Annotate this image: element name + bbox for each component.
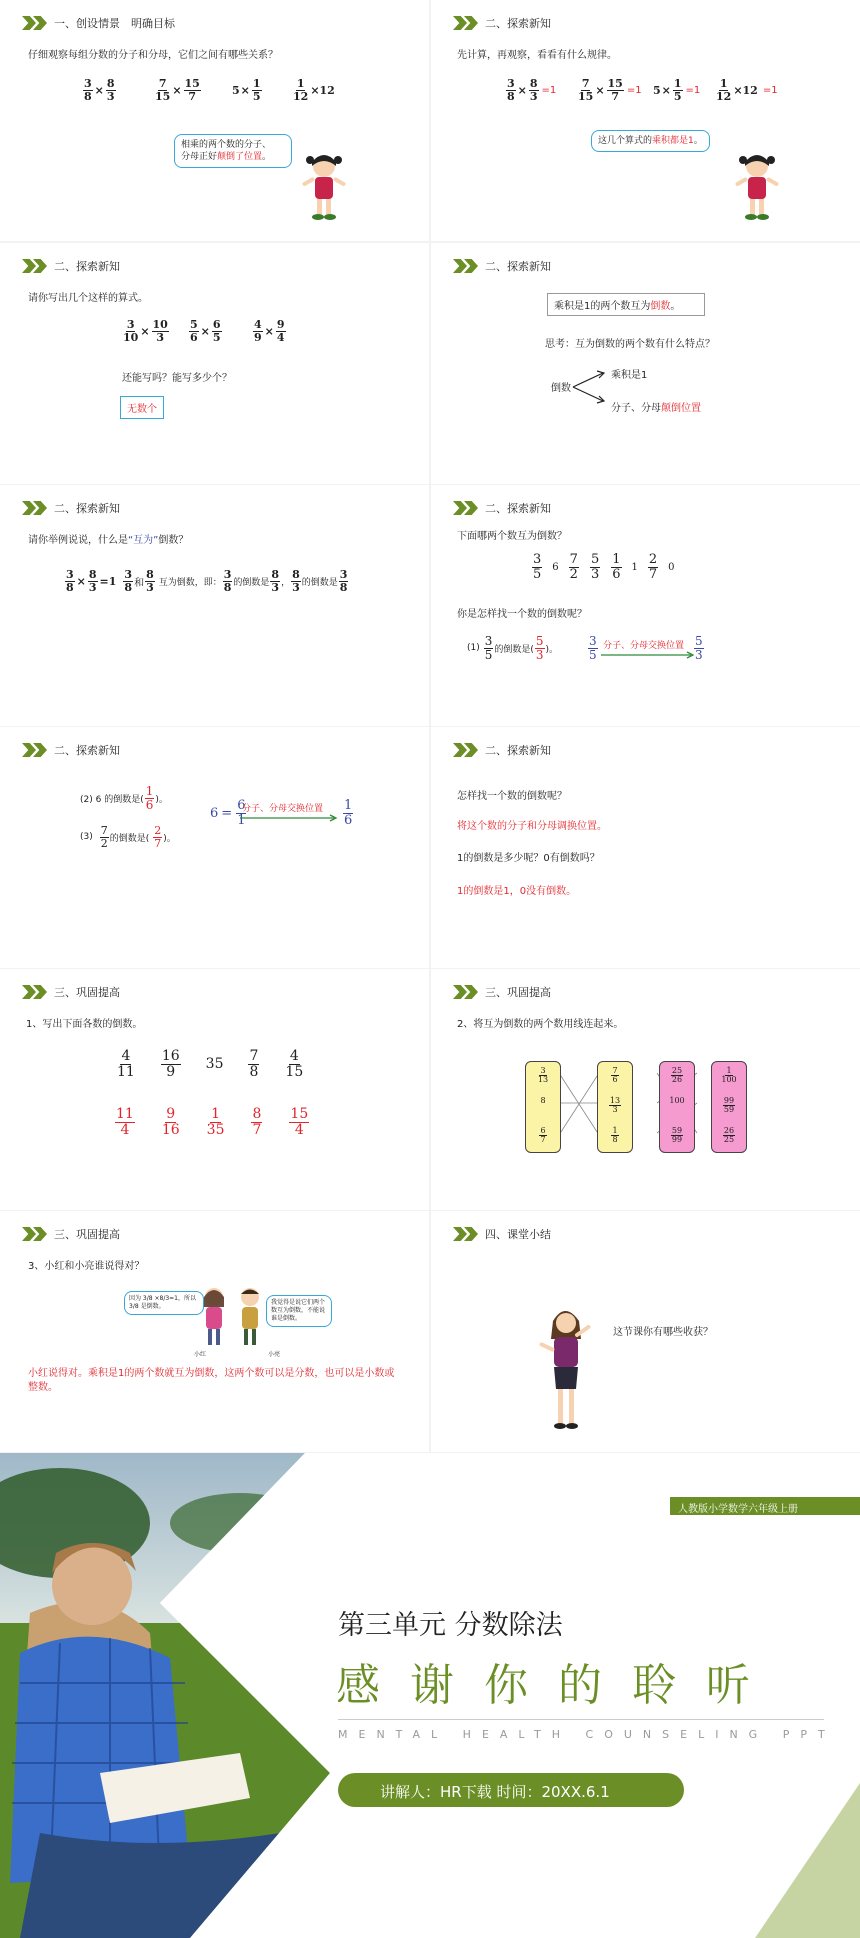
header-title: 二、探索新知 [54,502,120,515]
slide-6[interactable] [431,485,860,726]
slide-7[interactable] [0,727,429,968]
mutual-explanation: $\frac{3}{8}$ × $\frac{8}{3}$ =1 $\frac{3}{8}$ 和 $\frac{8}{3}$ 互为倒数，即： $\frac{3}{8}$ 的倒数是 $\frac{8}{3}$ ， $\frac{8}{3}$ 的倒数是 $\frac{3}{8}$ [66,568,348,594]
thanks-title: 感 谢 你 的 聆 听 [336,1660,758,1711]
slide-5[interactable] [0,485,429,726]
slide-header [22,15,175,31]
expr-3: $\frac{4}{9}$ × $\frac{9}{4}$ [254,318,285,344]
definition-box: 乘积是1的两个数互为倒数。 [547,293,705,316]
header-title: 二、探索新知 [485,17,551,30]
column-number[interactable]: $\frac{25}{26}$ [671,1066,683,1085]
speech-bubble: 这几个算式的乘积都是1。 [591,130,710,152]
swap-result: $\frac{5}{3}$ [695,634,703,662]
subtitle: MENTAL HEALTH COUNSELING PPT [338,1728,836,1741]
example-3: (3) $\frac{7}{2}$ 的倒数是( $\frac{2}{7}$ )。 [80,824,176,850]
question-1: 怎样找一个数的倒数呢？ [457,791,567,802]
question-text: 还能写吗？能写多少个？ [122,373,232,384]
chevron-icon [22,501,44,515]
answer-numbers: $\frac{11}{4}$ $\frac{9}{16}$ $\frac{1}{35}$ $\frac{8}{7}$ $\frac{15}{4}$ [116,1106,309,1138]
chevron-icon [453,501,475,515]
presenter-pill: 讲解人：HR下载 时间：20XX.6.1 [338,1773,684,1807]
expr-1: $\frac{3}{8}$ × $\frac{8}{3}$ [84,77,115,103]
question-text: 下面哪两个数互为倒数？ [457,531,567,542]
expr-1: $\frac{3}{10}$ × $\frac{10}{3}$ [123,318,168,344]
swap-result: $\frac{1}{6}$ [344,798,353,828]
girl-illustration [298,150,350,222]
slide-10[interactable] [431,969,860,1210]
answer-1: 将这个数的分子和分母调换位置。 [457,821,607,832]
prompt-text: 请你举例说说，什么是“互为”倒数？ [28,535,189,546]
branch-product: 乘积是1 [611,370,648,381]
speech-bubble: 相乘的两个数的分子、 分母正好颠倒了位置。 [174,134,292,168]
speech-bubble-right: 我觉得是说它们两个数互为倒数，不能说谁是倒数。 [266,1295,332,1327]
instruction-text: 请你写出几个这样的算式。 [28,293,148,304]
slide-header [22,984,120,1000]
think-text: 思考：互为倒数的两个数有什么特点？ [545,339,715,350]
column-number[interactable]: $\frac{3}{13}$ [537,1066,549,1085]
instruction-text: 2、将互为倒数的两个数用线连起来。 [457,1019,624,1030]
header-title: 三、巩固提高 [54,1228,120,1241]
thanks-slide[interactable] [0,1453,860,1938]
example-1: (1) $\frac{3}{5}$ 的倒数是( $\frac{5}{3}$ )。 [467,634,559,662]
chevron-icon [22,1227,44,1241]
slide-header [22,1226,120,1242]
column-number[interactable]: 100 [669,1096,685,1105]
slide-header [22,500,120,516]
chevron-icon [453,743,475,757]
column-number[interactable]: $\frac{1}{8}$ [612,1126,618,1145]
expr-3: 5 × $\frac{1}{5}$ =1 [653,77,701,103]
chevron-icon [453,1227,475,1241]
slide-header [22,742,120,758]
slide-header [453,15,551,31]
expr-2: $\frac{5}{6}$ × $\frac{6}{5}$ [190,318,221,344]
header-title: 二、探索新知 [54,260,120,273]
chevron-icon [22,16,44,30]
instruction-text: 3、小红和小亮谁说得对？ [28,1261,145,1272]
instruction-text: 先计算，再观察，看看有什么规律。 [457,50,617,61]
header-title: 三、巩固提高 [54,986,120,999]
example-2: (2) 6 的倒数是( $\frac{1}{6}$ )。 [80,784,168,812]
slide-8[interactable] [431,727,860,968]
answer-box: 无数个 [120,396,164,419]
arrow-icon [240,814,340,822]
swap-label: 分子、分母交换位置 [603,641,685,651]
name-right: 小亮 [268,1351,281,1358]
header-title: 二、探索新知 [54,744,120,757]
column-number[interactable]: 8 [540,1096,546,1105]
how-text: 你是怎样找一个数的倒数呢？ [457,609,587,620]
expr-3: 5 × $\frac{1}{5}$ [232,77,261,103]
chevron-icon [453,16,475,30]
column-number[interactable]: $\frac{59}{99}$ [671,1126,683,1145]
question-2: 1的倒数是多少呢？0有倒数吗？ [457,853,600,864]
girl-illustration [731,150,783,222]
branch-arrows [571,367,607,407]
slide-header [453,742,551,758]
question-text: 仔细观察每组分数的分子和分母，它们之间有哪些关系？ [28,50,278,61]
students-illustration [196,1285,268,1349]
chevron-icon [22,985,44,999]
slide-4[interactable] [431,243,860,484]
number-list: $\frac{3}{5}$ 6 $\frac{7}{2}$ $\frac{5}{3}$ $\frac{1}{6}$ 1 $\frac{2}{7}$ 0 [533,552,675,582]
header-title: 二、探索新知 [485,502,551,515]
answer-text: 小红说得对。乘积是1的两个数就互为倒数，这两个数可以是分数，也可以是小数或整数。 [28,1368,395,1393]
chevron-icon [453,259,475,273]
teacher-illustration [535,1305,597,1431]
given-numbers: $\frac{4}{11}$ $\frac{16}{9}$ 35 $\frac{7}{8}$ $\frac{4}{15}$ [117,1048,304,1080]
column-number[interactable]: $\frac{7}{6}$ [612,1066,618,1085]
slide-header [453,258,551,274]
question-text: 这节课你有哪些收获？ [613,1327,713,1338]
expr-4: $\frac{1}{12}$ ×12 =1 [716,77,778,103]
header-title: 四、课堂小结 [485,1228,551,1241]
swap-diagram: $\frac{3}{5}$ [589,634,597,662]
column-number[interactable]: $\frac{13}{3}$ [609,1096,621,1115]
chevron-icon [22,743,44,757]
arrow-icon [601,651,697,659]
reciprocal-label: 倒数 [551,383,571,394]
answer-2: 1的倒数是1，0没有倒数。 [457,886,577,897]
header-title: 一、创设情景 明确目标 [54,17,175,30]
column-number[interactable]: $\frac{99}{59}$ [723,1096,735,1115]
swap-diagram: 6 = $\frac{6}{1}$ [210,798,246,828]
branch-swap: 分子、分母颠倒位置 [611,403,701,414]
header-title: 三、巩固提高 [485,986,551,999]
swap-label: 分子、分母交换位置 [242,804,324,814]
divider [338,1719,824,1720]
slide-1[interactable] [0,0,429,241]
column-number[interactable]: $\frac{1}{100}$ [721,1066,737,1085]
column-number[interactable]: $\frac{6}{7}$ [540,1126,546,1145]
expr-1: $\frac{3}{8}$ × $\frac{8}{3}$ =1 [507,77,557,103]
header-title: 二、探索新知 [485,744,551,757]
speech-bubble-left: 因为 3/8 ×8/3=1，所以 3/8 是倒数。 [124,1291,204,1315]
name-left: 小红 [194,1351,207,1358]
instruction-text: 1、写出下面各数的倒数。 [26,1019,143,1030]
expr-4: $\frac{1}{12}$ ×12 [293,77,335,103]
slide-9[interactable] [0,969,429,1210]
expr-2: $\frac{7}{15}$ × $\frac{15}{7}$ =1 [578,77,642,103]
slide-header [453,500,551,516]
slide-header [22,258,120,274]
matching-diagram [431,969,860,1210]
slide-11[interactable] [0,1211,429,1452]
slide-2[interactable] [431,0,860,241]
slide-header [453,1226,551,1242]
slide-12[interactable] [431,1211,860,1452]
column-number[interactable]: $\frac{26}{25}$ [723,1126,735,1145]
expr-2: $\frac{7}{15}$ × $\frac{15}{7}$ [155,77,200,103]
header-title: 二、探索新知 [485,260,551,273]
slide-3[interactable] [0,243,429,484]
edition-badge: 人教版小学数学六年级上册 [670,1497,860,1515]
chevron-icon [22,259,44,273]
unit-title: 第三单元 分数除法 [338,1610,563,1641]
